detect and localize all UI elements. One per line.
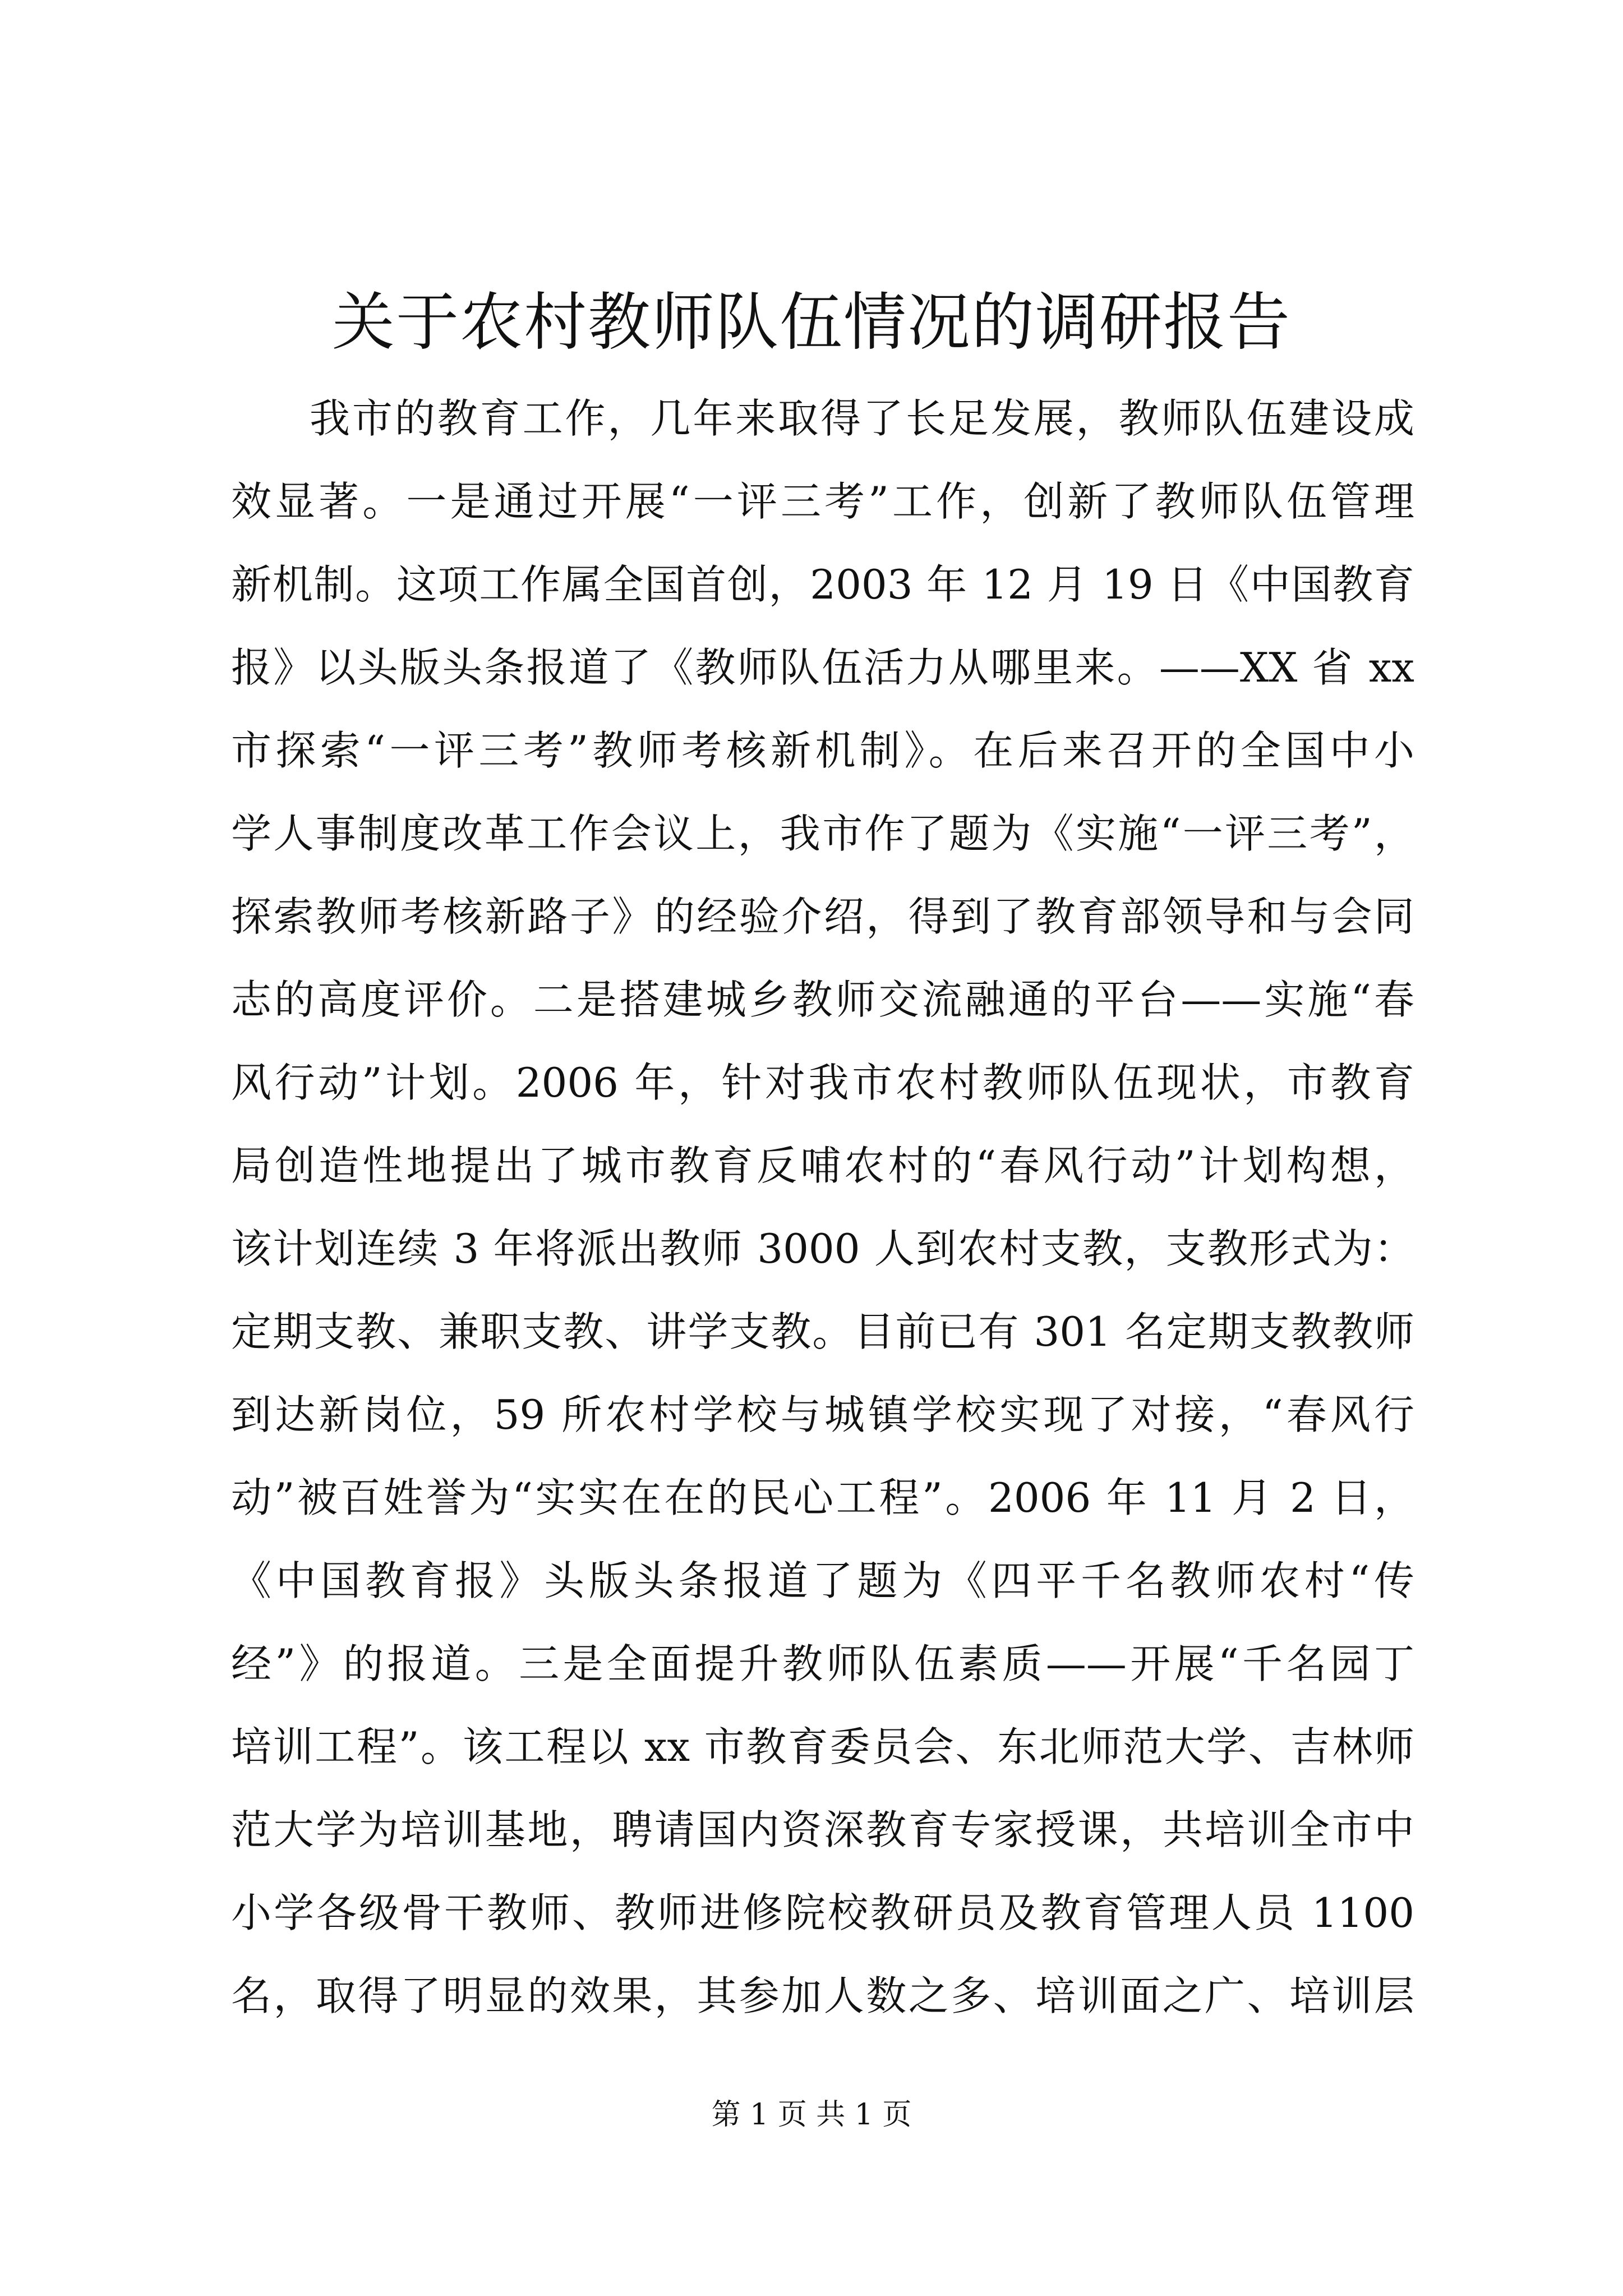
paragraph-line: 市探索“一评三考”教师考核新机制》。在后来召开的全国中小 <box>231 727 1414 774</box>
document-title: 关于农村教师队伍情况的调研报告 <box>332 286 1291 359</box>
paragraph-line: 名，取得了明显的效果，其参加人数之多、培训面之广、培训层 <box>231 1972 1414 2019</box>
paragraph-line: 探索教师考核新路子》的经验介绍，得到了教育部领导和与会同 <box>231 893 1414 940</box>
paragraph-line: 该计划连续 3 年将派出教师 3000 人到农村支教，支教形式为： <box>231 1225 1414 1272</box>
paragraph-line: 经”》的报道。三是全面提升教师队伍素质——开展“千名园丁 <box>231 1640 1414 1687</box>
paragraph-line: 局创造性地提出了城市教育反哺农村的“春风行动”计划构想， <box>231 1142 1414 1189</box>
page-number-footer: 第 1 页 共 1 页 <box>711 2098 912 2132</box>
paragraph-line: 小学各级骨干教师、教师进修院校教研员及教育管理人员 1100 <box>231 1889 1414 1936</box>
paragraph-line: 范大学为培训基地，聘请国内资深教育专家授课，共培训全市中 <box>231 1806 1414 1853</box>
paragraph-line: 动”被百姓誉为“实实在在的民心工程”。2006 年 11 月 2 日， <box>231 1474 1414 1521</box>
paragraph-line: 《中国教育报》头版头条报道了题为《四平千名教师农村“传 <box>231 1557 1414 1604</box>
paragraph-line: 培训工程”。该工程以 xx 市教育委员会、东北师范大学、吉林师 <box>231 1723 1414 1770</box>
paragraph-line: 效显著。一是通过开展“一评三考”工作，创新了教师队伍管理 <box>231 478 1414 525</box>
paragraph-line: 我市的教育工作，几年来取得了长足发展，教师队伍建设成 <box>310 395 1414 442</box>
paragraph-line: 风行动”计划。2006 年，针对我市农村教师队伍现状，市教育 <box>231 1059 1414 1106</box>
paragraph-line: 到达新岗位，59 所农村学校与城镇学校实现了对接，“春风行 <box>231 1391 1414 1438</box>
paragraph-line: 志的高度评价。二是搭建城乡教师交流融通的平台——实施“春 <box>231 976 1414 1023</box>
paragraph-line: 新机制。这项工作属全国首创，2003 年 12 月 19 日《中国教育 <box>231 561 1414 608</box>
paragraph-line: 报》以头版头条报道了《教师队伍活力从哪里来。——XX 省 xx <box>231 644 1414 691</box>
paragraph-line: 定期支教、兼职支教、讲学支教。目前已有 301 名定期支教教师 <box>231 1308 1414 1355</box>
paragraph-line: 学人事制度改革工作会议上，我市作了题为《实施“一评三考”， <box>231 810 1414 857</box>
